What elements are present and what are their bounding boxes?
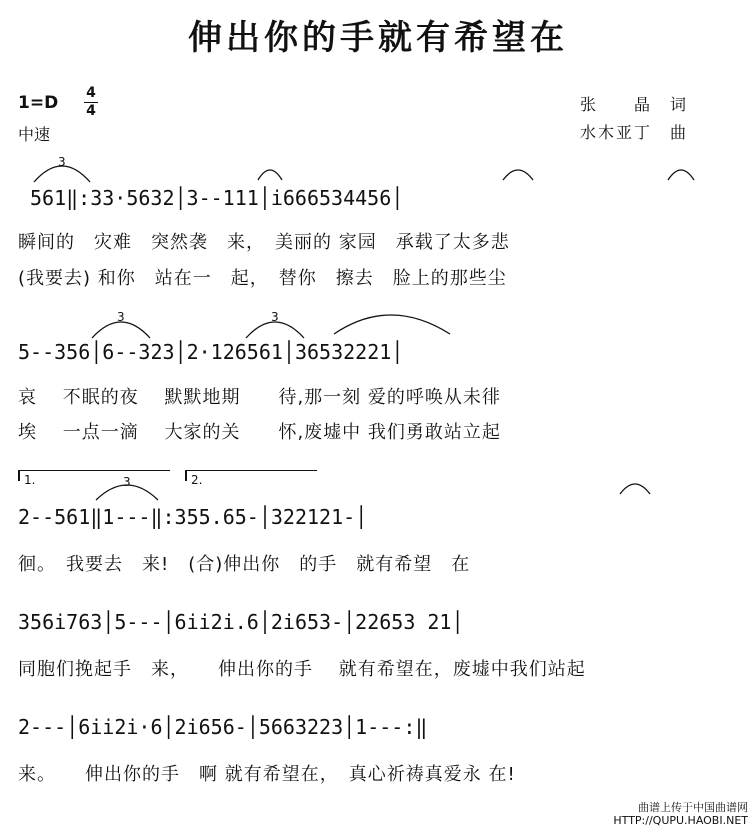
lyrics-line-2-verse-1: 哀 不眠的夜 默默地期 待,那一刻 爱的呼唤从未徘 (18, 387, 501, 408)
watermark-line-1: 曲谱上传于中国曲谱网 (638, 801, 748, 814)
slur-arc (620, 484, 650, 494)
time-signature-top: 4 (86, 85, 96, 101)
first-ending-label: 1. (24, 473, 36, 487)
notation-line-5: 2---│6ii2i·6│2i656-│5663223│1---:‖ (18, 715, 428, 739)
tuplet-number: 3 (117, 310, 125, 324)
notation-line-2: 5--356│6--323│2·126561│36532221│ (18, 340, 404, 364)
notation-line-4: 356i763│5---│6ii2i.6│2i653-│22653 21│ (18, 610, 464, 634)
lyricist-credit: 张 晶 词 (580, 95, 689, 114)
tuplet-arc (246, 322, 304, 338)
tuplet-arc (92, 322, 150, 338)
first-ending-bracket (18, 470, 170, 481)
slur-arc (503, 170, 533, 180)
tuplet-number: 3 (58, 155, 66, 169)
second-ending-bracket (185, 470, 317, 481)
second-ending-label: 2. (191, 473, 203, 487)
site-watermark (613, 801, 748, 827)
notation-line-3: 2--561‖1---‖:355.65-│322121-│ (18, 505, 368, 529)
time-signature-bottom: 4 (86, 103, 96, 119)
lyrics-line-5: 来。 伸出你的手 啊 就有希望在， 真心祈祷真爱永 在! (18, 764, 516, 785)
lyrics-line-3: 徊。 我要去 来! (合)伸出你 的手 就有希望 在 (18, 554, 471, 575)
slur-arc (258, 170, 282, 180)
watermark-line-2: HTTP://QUPU.HAOBI.NET (613, 814, 748, 827)
tempo-marking: 中速 (18, 125, 51, 144)
lyrics-line-2-verse-2: 埃 一点一滴 大家的关 怀,废墟中 我们勇敢站立起 (18, 422, 501, 443)
composer-credit: 水木亚丁 曲 (580, 123, 689, 142)
song-title: 伸出你的手就有希望在 (188, 18, 568, 58)
lyrics-line-1-verse-1: 瞬间的 灾难 突然袭 来， 美丽的 家园 承载了太多悲 (18, 232, 510, 253)
lyrics-line-4: 同胞们挽起手 来， 伸出你的手 就有希望在，废墟中我们站起 (18, 659, 586, 680)
slur-arc (668, 170, 694, 180)
slur-arc (334, 315, 450, 334)
notation-line-1: 561‖:33·5632│3--111│i666534456│ (30, 186, 404, 210)
key-signature: 1=D (18, 93, 59, 113)
tuplet-number: 3 (123, 475, 131, 489)
tuplet-number: 3 (271, 310, 279, 324)
lyrics-line-1-verse-2: (我要去) 和你 站在一 起， 替你 擦去 脸上的那些尘 (18, 268, 507, 289)
